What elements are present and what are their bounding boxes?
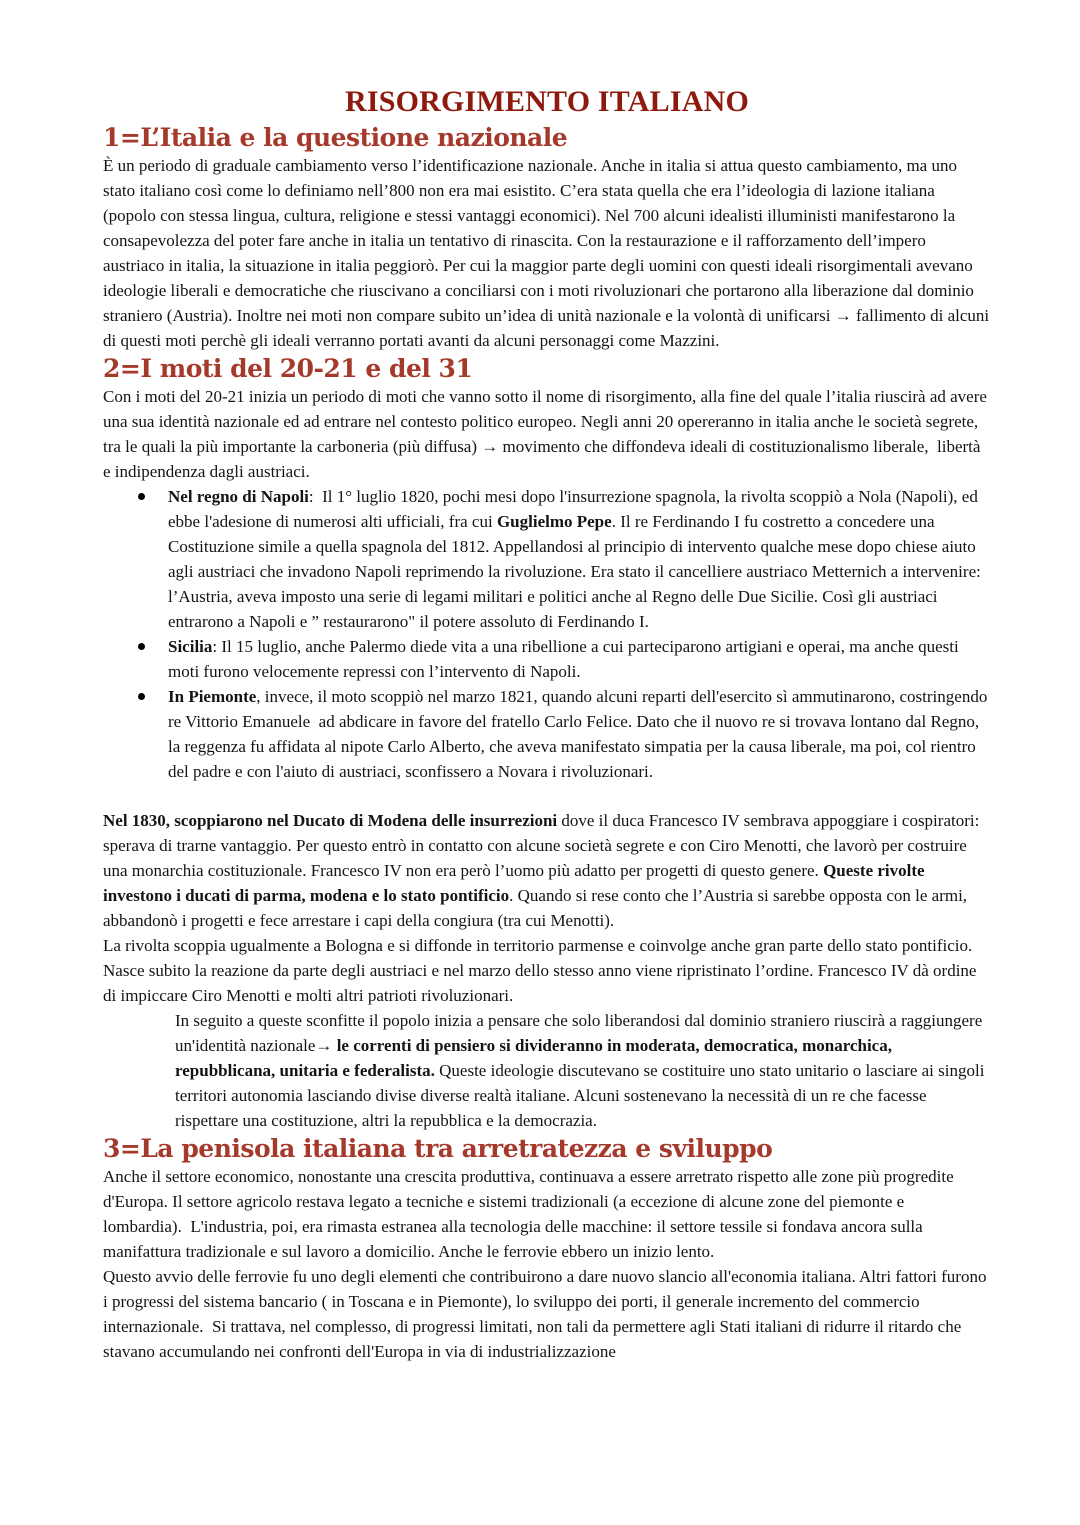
section-heading-3: 3=La penisola italiana tra arretratezza e sviluppo [103, 1134, 773, 1163]
section-heading-2: 2=I moti del 20-21 e del 31 [103, 354, 473, 383]
bullet-piemonte: In Piemonte, invece, il moto scoppiò nel marzo 1821, quando alcuni reparti dell'esercito sì ammutinarono, costringendo re Vittorio Emanuele ad abdicare in favore del fratello Carlo Felice. Dato che il nuovo re si trovava lontano dal Regno, la reggenza fu affidata al nipote Carlo Alberto, che aveva manifestato simpatia per la causa liberale, ma poi, col rientro del padre e con l'aiuto di austriaci, sconfissero a Novara i rivoluzionari. [103, 684, 991, 784]
paragraph-settore-economico: Anche il settore economico, nonostante una crescita produttiva, continuava a essere arretrato rispetto alle zone più progredite d'Europa. Il settore agricolo restava legato a tecniche e sistemi tradizionali (a eccezione di alcune zone del piemonte e lombardia). L'industria, poi, era rimasta estranea alla tecnologia delle macchine: il settore tessile si fondava ancora sulla manifattura tradizionale e sul lavoro a domicilio. Anche le ferrovie ebbero un inizio lento. [103, 1167, 954, 1261]
paragraph-moti-intro: Con i moti del 20-21 inizia un periodo di moti che vanno sotto il nome di risorgimento, alla fine del quale l’italia riuscirà ad avere una sua identità nazionale ed ad entrare nel contesto politico europeo. Negli anni 20 opereranno in italia anche le società segrete, tra le quali la più importante la carboneria (più diffusa) → movimento che diffondeva ideali di costituzionalismo liberale, libertà e indipendenza dagli austriaci. [103, 387, 987, 481]
bullet-list [103, 484, 991, 784]
paragraph-1830-modena: Nel 1830, scoppiarono nel Ducato di Modena delle insurrezioni dove il duca Francesco IV sembrava appoggiare i cospiratori: sperava di trarne vantaggio. Per questo entrò in contatto con alcune società segrete e con Ciro Menotti, che lavorò per costruire una monarchia costituzionale. Francesco IV non era però l’uomo più adatto per progetti di questo genere. Queste rivolte investono i ducati di parma, modena e lo stato pontificio. Quando si rese conto che l’Austria si sarebbe opposta con le armi, abbandonò i progetti e fece arrestare i capi della congiura (tra cui Menotti). [103, 811, 980, 930]
paragraph-questione-nazionale: È un periodo di graduale cambiamento verso l’identificazione nazionale. Anche in italia si attua questo cambiamento, ma uno stato italiano così come lo definiamo nell’800 non era mai esistito. C’era stata quella che era l’ideologia di lazione italiana (popolo con stessa lingua, cultura, religione e stessi vantaggi economici). Nel 700 alcuni idealisti illuministi manifestarono la consapevolezza del poter fare anche in italia un tentativo di rinascita. Con la restaurazione e il rafforzamento dell’impero austriaco in italia, la situazione in italia peggiorò. Per cui la maggior parte degli uomini con questi ideali risorgimentali avevano ideologie liberali e democratiche che riuscivano a conciliarsi con i moti rivoluzionari che portarono alla liberazione dal dominio straniero (Austria). Inoltre nei moti non compare subito un’idea di unità nazionale e la volontà di unificarsi → fallimento di alcuni di questi moti perchè gli ideali verranno portati avanti da alcuni personaggi come Mazzini. [103, 156, 990, 350]
bullet-regno-di-napoli: Nel regno di Napoli: Il 1° luglio 1820, pochi mesi dopo l'insurrezione spagnola, la rivolta scoppiò a Nola (Napoli), ed ebbe l'adesione di numerosi alti ufficiali, fra cui Guglielmo Pepe. Il re Ferdinando I fu costretto a concedere una Costituzione simile a quella spagnola del 1812. Appellandosi al principio di intervento qualche mese dopo chiese aiuto agli austriaci che invadono Napoli reprimendo la rivoluzione. Era stato il cancelliere austriaco Metternich a intervenire: l’Austria, aveva imposto una serie di legami militari e politici anche al Regno delle Due Sicilie. Così gli austriaci entrarono a Napoli e ” restaurarono" il potere assoluto di Ferdinando I. [103, 484, 991, 634]
section-heading-1: 1=L’Italia e la questione nazionale [103, 123, 568, 152]
paragraph-avvio-ferrovie: Questo avvio delle ferrovie fu uno degli elementi che contribuirono a dare nuovo slancio all'economia italiana. Altri fattori furono i progressi del sistema bancario ( in Toscana e in Piemonte), lo sviluppo dei porti, il generale incremento del commercio internazionale. Si trattava, nel complesso, di progressi limitati, non tali da permettere agli Stati italiani di ridurre il ritardo che stavano accumulando nei confronti dell'Europa in via di industrializzazione [103, 1267, 987, 1361]
bullet-sicilia: Sicilia: Il 15 luglio, anche Palermo diede vita a una ribellione a cui parteciparono artigiani e operai, ma anche questi moti furono velocemente repressi con l’intervento di Napoli. [103, 634, 991, 684]
doc-title: RISORGIMENTO ITALIANO [345, 85, 749, 118]
paragraph-correnti-pensiero: In seguito a queste sconfitte il popolo inizia a pensare che solo liberandosi dal dominio straniero riuscirà a raggiungere un'identità nazionale→ le correnti di pensiero si divideranno in moderata, democratica, monarchica, repubblicana, unitaria e federalista. Queste ideologie discutevano se costituire uno stato unitario o lasciare ai singoli territori autonomia lasciando divise diverse realtà italiane. Alcuni sostenevano la necessità di un re che facesse rispettare una costituzione, altri la repubblica e la democrazia. [175, 1011, 985, 1130]
paragraph-rivolta-bologna: La rivolta scoppia ugualmente a Bologna e si diffonde in territorio parmense e coinvolge anche gran parte dello stato pontificio. Nasce subito la reazione da parte degli austriaci e nel marzo dello stesso anno viene ripristinato l’ordine. Francesco IV dà ordine di impiccare Ciro Menotti e molti altri patrioti rivoluzionari. [103, 936, 977, 1005]
